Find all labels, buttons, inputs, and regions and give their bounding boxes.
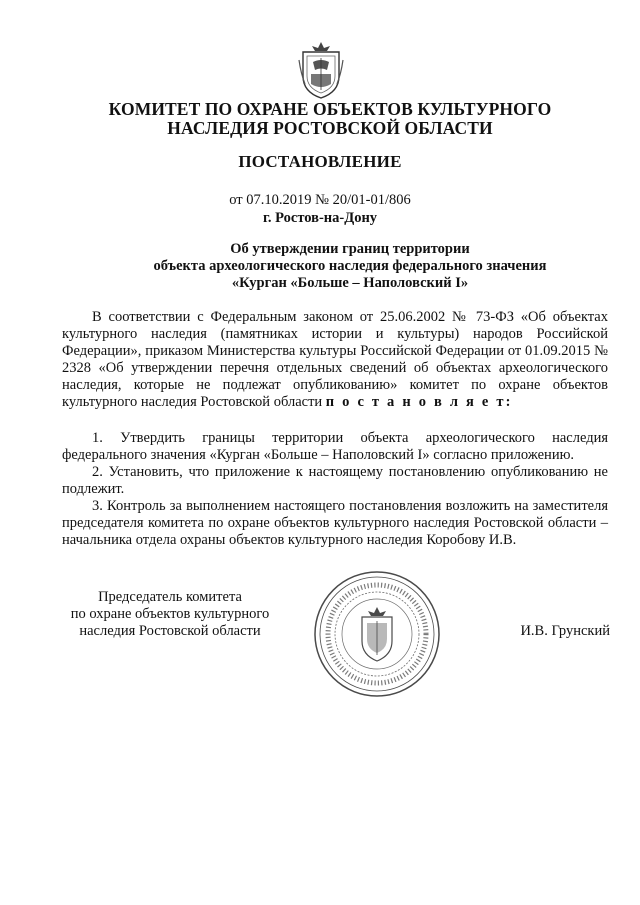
document-subject	[90, 241, 610, 291]
decree-item-3: 3. Контроль за выполнением настоящего постановления возложить на заместителя председателя комитета по охране объектов культурного наследия Ростовской области – начальника отдела охраны объектов культурного наследия Коробову И.В.	[62, 498, 608, 548]
decree-items	[62, 430, 608, 549]
subject-line-1: Об утверждении границ территории	[230, 241, 470, 257]
position-line-2: по охране объектов культурного	[70, 606, 270, 622]
subject-line-2: объекта археологического наследия федерального значения	[153, 257, 547, 274]
official-round-seal-icon	[312, 569, 442, 699]
org-line-2: НАСЛЕДИЯ РОСТОВСКОЙ ОБЛАСТИ	[167, 118, 493, 138]
preamble-paragraph	[62, 309, 608, 411]
position-line-1: Председатель комитета	[98, 589, 242, 605]
position-line-3: наследия Ростовской области	[79, 623, 261, 639]
signatory-name: И.В. Грунский	[520, 623, 610, 639]
preamble-text: В соответствии с Федеральным законом от 25.06.2002 № 73-ФЗ «Об объектах культурного наследия (памятниках истории и культуры) народов Российской Федерации», приказом Министерства культуры Российской Федерации от 01.09.2015 № 2328 «Об утверждении перечня отдельных сведений об объектах археологического наследия, которые не подлежат опубликованию» комитет по охране объектов культурного наследия Ростовской области	[62, 309, 608, 410]
city: г. Ростов-на-Дону	[262, 210, 378, 226]
document-type: ПОСТАНОВЛЕНИЕ	[238, 152, 402, 171]
org-line-1: КОМИТЕТ ПО ОХРАНЕ ОБЪЕКТОВ КУЛЬТУРНОГО	[108, 99, 552, 119]
decree-item-1: 1. Утвердить границы территории объекта археологического наследия федерального значения «Курган «Больше – Наполовский I» согласно приложению.	[62, 430, 608, 463]
rostov-region-coat-of-arms-icon	[297, 40, 345, 100]
date-and-number: от 07.10.2019 № 20/01-01/806	[229, 192, 411, 208]
decree-item-2: 2. Установить, что приложение к настоящему постановлению опубликованию не подлежит.	[62, 464, 608, 497]
organization-name	[60, 100, 600, 138]
decree-word: п о с т а н о в л я е т:	[325, 394, 513, 410]
signatory-position	[60, 589, 280, 640]
subject-line-3: «Курган «Больше – Наполовский I»	[231, 274, 469, 291]
